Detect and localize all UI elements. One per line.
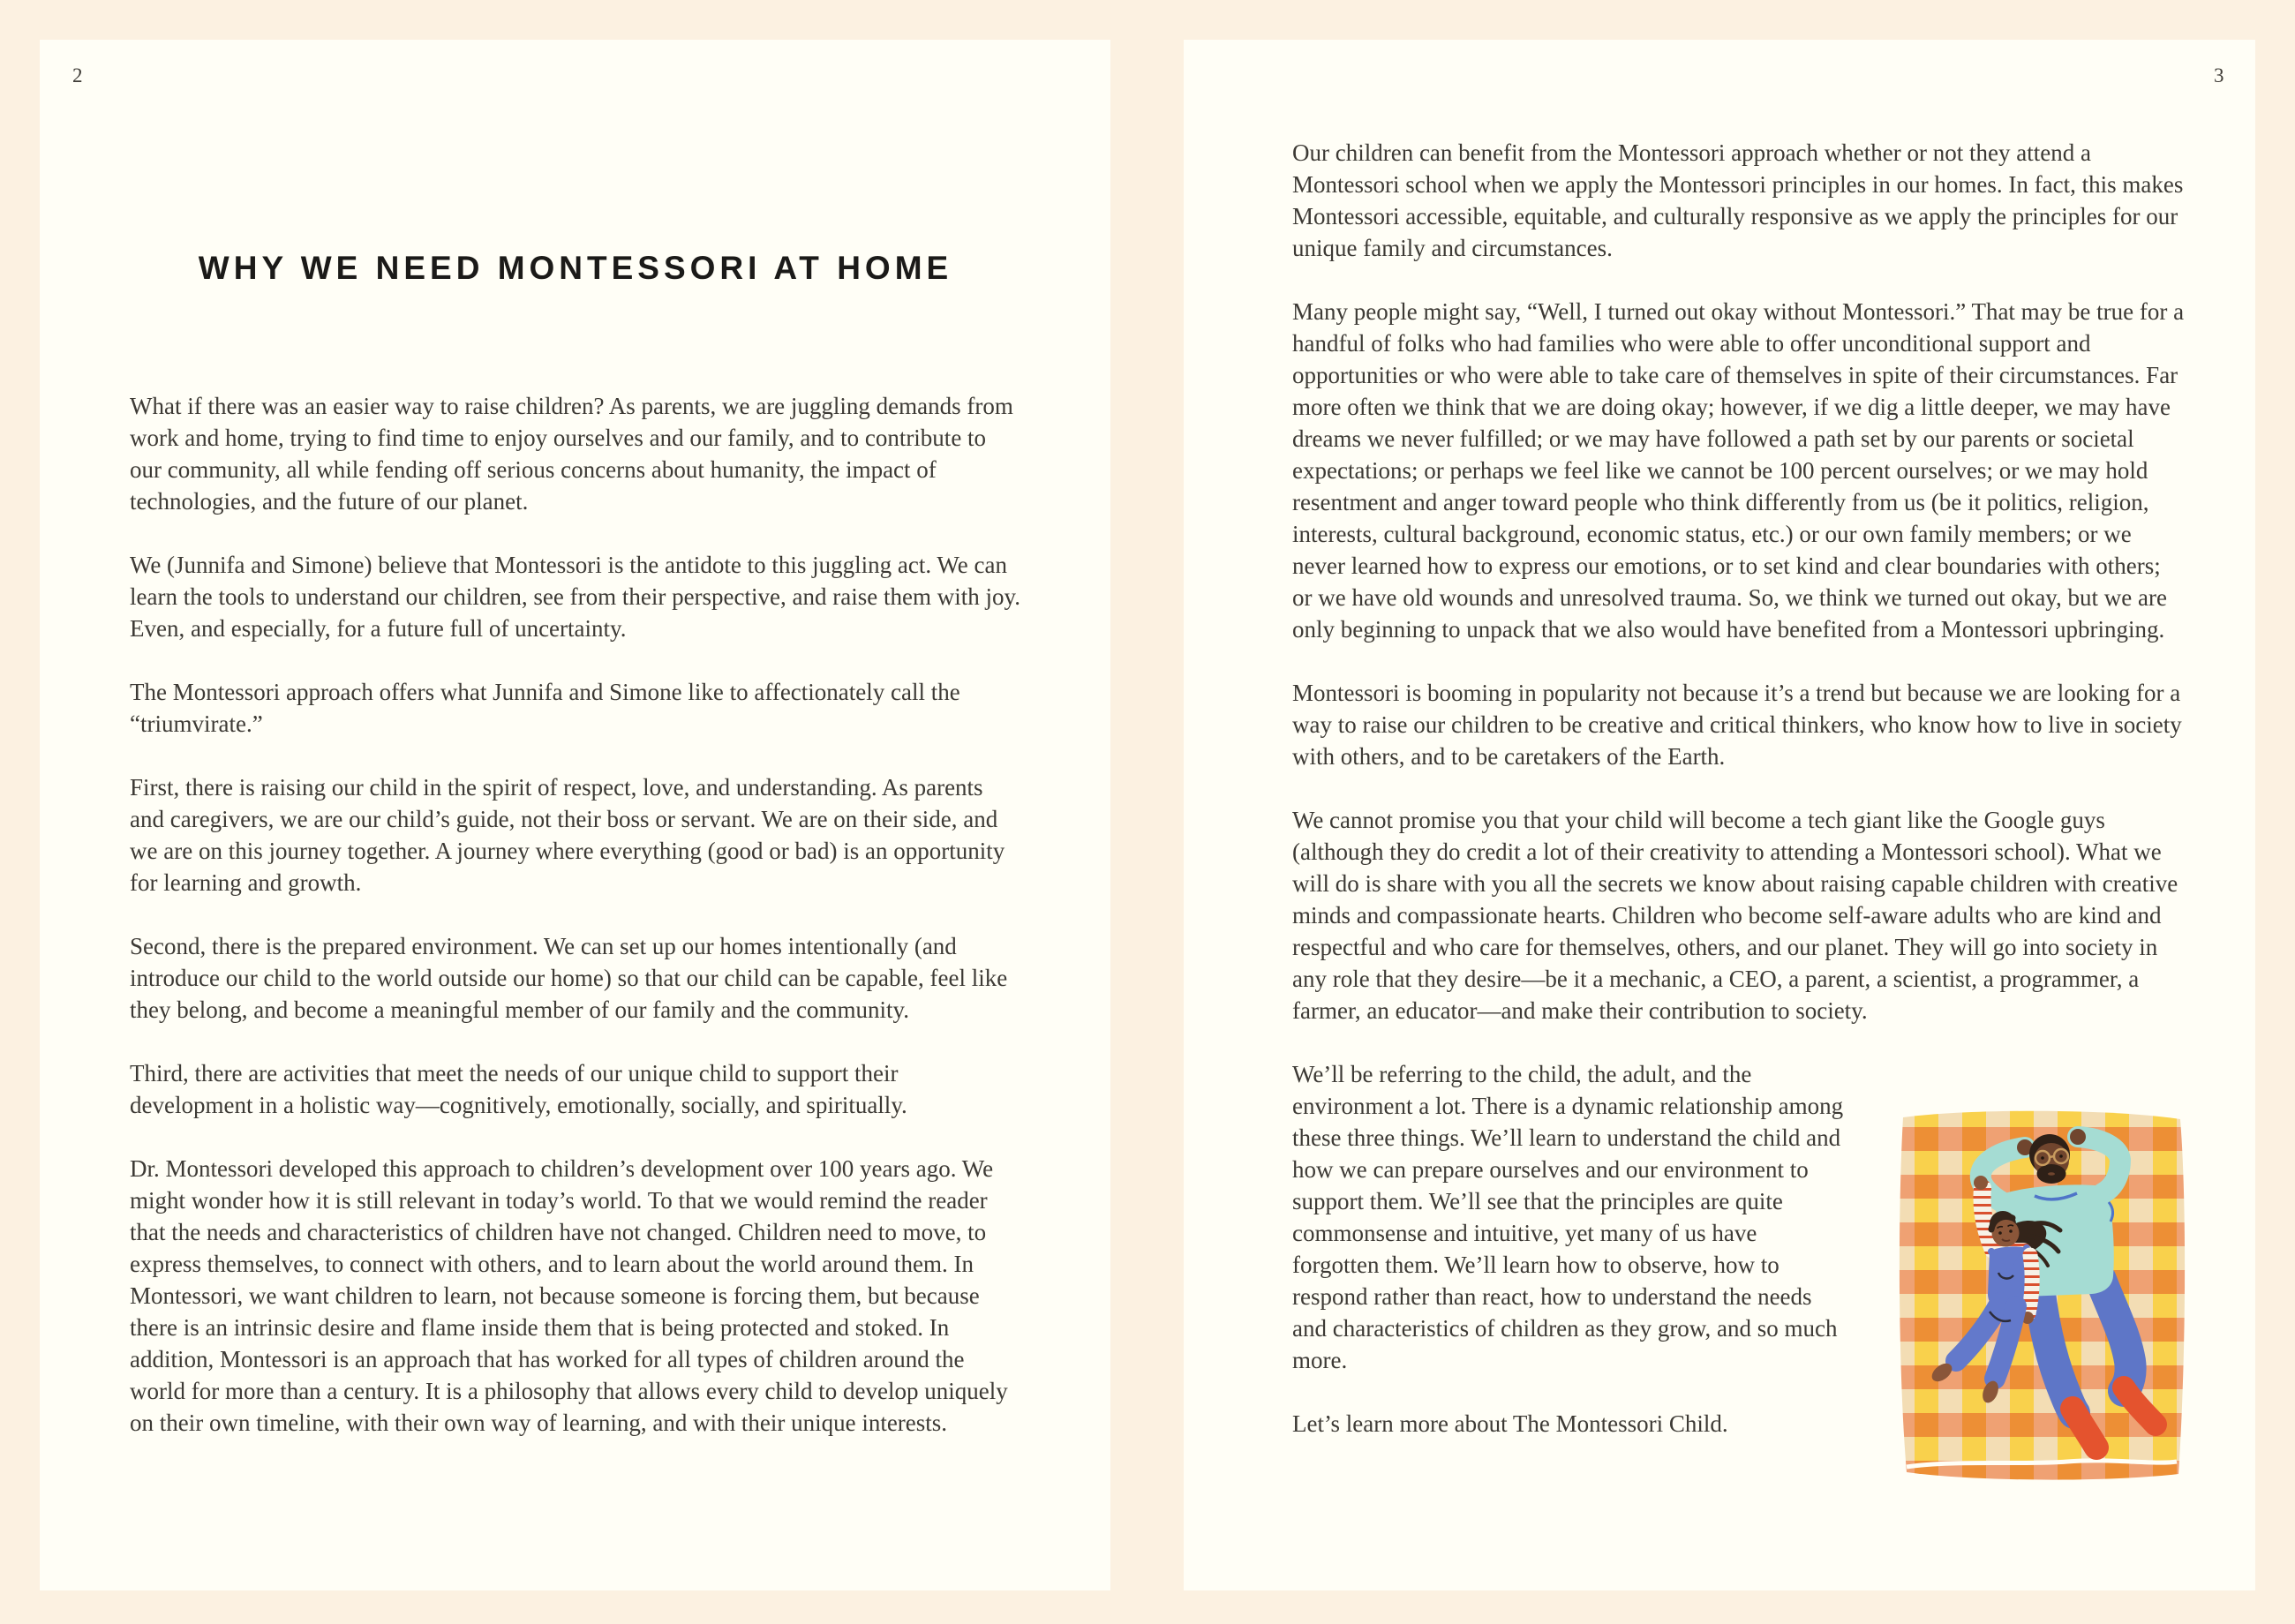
paragraph: The Montessori approach offers what Junnifa and Simone like to affectionately call the “triumvirate.” <box>130 679 960 737</box>
paragraph: Third, there are activities that meet the needs of our unique child to support their development in a holistic way—cognitively, emotionally, socially, and spiritually. <box>130 1060 907 1118</box>
chapter-title: WHY WE NEED MONTESSORI AT HOME <box>198 250 953 286</box>
paragraph: Many people might say, “Well, I turned out okay without Montessori.” That may be true for a handful of folks who had families who were able to offer unconditional support and opportunities or who were able to take care of themselves in spite of their circumstances. Far more often we think that we are doing okay; however, if we dig a little deeper, we may have dreams we never fulfilled; or we may have followed a path set by our parents or societal expectations; or perhaps we feel like we cannot be 100 percent ourselves; or we may hold resentment and anger toward people who think differently from us (be it politics, religion, interests, cultural background, economic status, etc.) or our own family members; or we never learned how to express our emotions, or to set kind and clear boundaries with others; or we have old wounds and unresolved trauma. So, we think we turned out okay, but we are only beginning to unpack that we also would have benefited from a Montessori upbringing. <box>1292 298 2185 643</box>
paragraph: First, there is raising our child in the spirit of respect, love, and understanding. As parents and caregivers, we are our child’s guide, not their boss or servant. We are on their side, and we are on this journey together. A journey where everything (good or bad) is an opportunity for learning and growth. <box>130 774 1005 896</box>
paragraph: Second, there is the prepared environment. We can set up our homes intentionally (and introduce our child to the world outside our home) so that our child can be capable, feel like they belong, and become a meaningful member of our family and the community. <box>130 933 1008 1023</box>
paragraph: Dr. Montessori developed this approach to children’s development over 100 years ago. We might wonder how it is still relevant in today’s world. To that we would remind the reader that the needs and characteristics of children have not changed. Children need to move, to express themselves, to connect with others, and to learn about the world around them. In Montessori, we want children to learn, not because someone is forcing them, but because there is an intrinsic desire and flame inside them that is being protected and stoked. In addition, Montessori is an approach that has worked for all types of children around the world for more than a century. It is a philosophy that allows every child to develop uniquely on their own timeline, with their own way of learning, and with their unique interests. <box>130 1155 1008 1436</box>
paragraph: What if there was an easier way to raise children? As parents, we are juggling demands from work and home, trying to find time to enjoy ourselves and our family, and to contribute to our community, all while fending off serious concerns about humanity, the impact of technologies, and the future of our planet. <box>130 393 1013 515</box>
left-page-text <box>130 390 1023 1439</box>
paragraph: We’ll be referring to the child, the adult, and the environment a lot. There is a dynamic relationship among these three things. We’ll learn to understand the child and how we can prepare ourselves and our environment to support them. We’ll see that the principles are quite commonsense and intuitive, yet many of us have forgotten them. We’ll learn how to observe, how to respond rather than react, how to understand the needs and characteristics of children as they grow, and so much more. <box>1292 1061 1844 1373</box>
paragraph: Our children can benefit from the Montessori approach whether or not they attend a Montessori school when we apply the Montessori principles in our homes. In fact, this makes Montessori accessible, equitable, and culturally responsive as we apply the principles for our unique family and circumstances. <box>1292 139 2184 261</box>
left-page <box>40 40 1110 1590</box>
paragraph: We cannot promise you that your child will become a tech giant like the Google guys (although they do credit a lot of their creativity to attending a Montessori school). What we will do is share with you all the secrets we know about raising capable children with creative minds and compassionate hearts. Children who become self-aware adults who are kind and respectful and who care for themselves, others, and our planet. They will go into society in any role that they desire—be it a mechanic, a CEO, a parent, a scientist, a programmer, a farmer, an educator—and make their contribution to society. <box>1292 807 2178 1024</box>
paragraph: Let’s learn more about The Montessori Child. <box>1292 1410 1728 1437</box>
paragraph: Montessori is booming in popularity not because it’s a trend but because we are looking for a way to raise our children to be creative and critical thinkers, who know how to live in society with others, and to be caretakers of the Earth. <box>1292 680 2182 770</box>
right-page <box>1184 40 2255 1590</box>
page-number-left: 2 <box>72 64 83 86</box>
family-blanket-illustration <box>1891 1103 2191 1487</box>
page-number-right: 3 <box>2214 64 2224 86</box>
paragraph: We (Junnifa and Simone) believe that Montessori is the antidote to this juggling act. We can learn the tools to understand our children, see from their perspective, and raise them with joy. Even, and especially, for a future full of uncertainty. <box>130 552 1020 642</box>
